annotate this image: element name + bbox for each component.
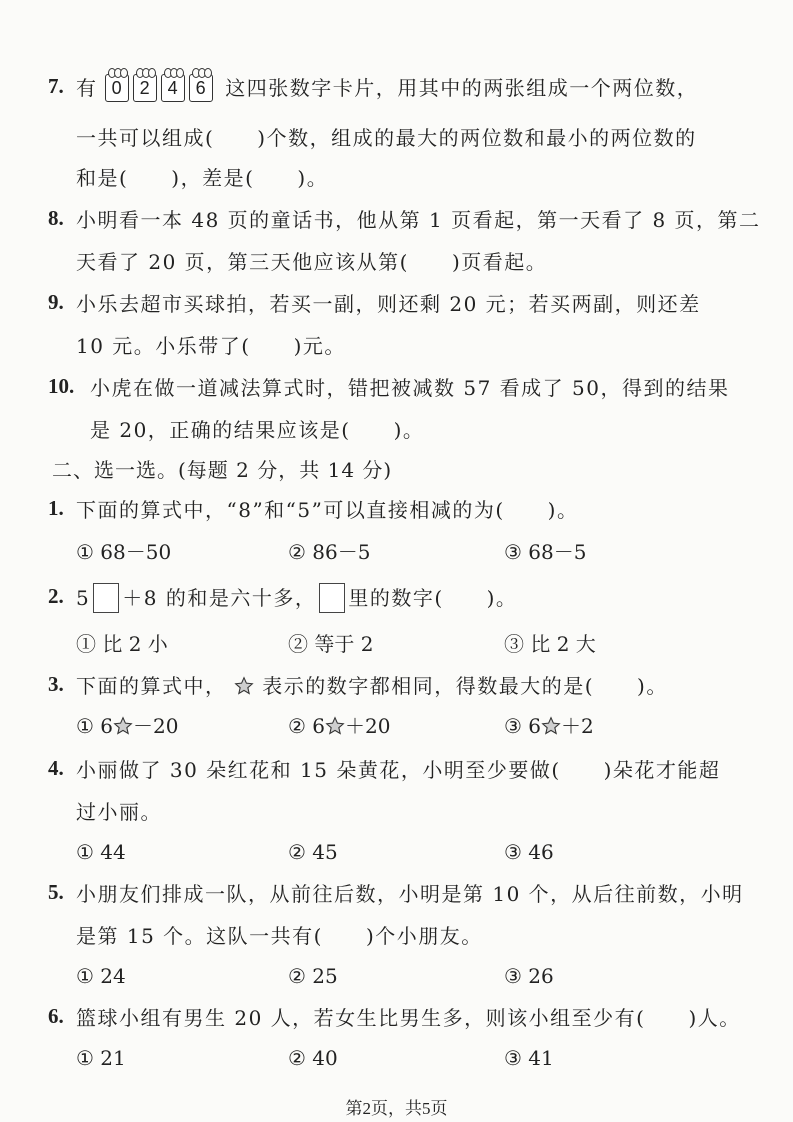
option-1[interactable]	[76, 712, 178, 740]
option-3[interactable]: ③ 比 2 大	[504, 632, 596, 656]
question-text: 5	[76, 586, 91, 610]
question-number: 3.	[48, 672, 64, 696]
question-number: 9.	[48, 290, 64, 314]
question-text: ＋8 的和是六十多，	[122, 586, 317, 610]
option-text: ① 6	[76, 714, 114, 738]
question-text: 有	[76, 76, 98, 100]
question-stem: 篮球小组有男生 20 人，若女生比男生多，则该小组至少有( )人。	[76, 1006, 741, 1030]
question-9-line-1: 小乐去超市买球拍，若买一副，则还剩 20 元；若买两副，则还差	[76, 292, 701, 316]
option-3[interactable]: ③ 46	[504, 840, 554, 864]
digit-card-0	[105, 74, 129, 102]
star-icon	[234, 676, 254, 696]
option-text: ③ 6	[504, 714, 542, 738]
option-1[interactable]: ① 24	[76, 964, 126, 988]
question-10-line-2: 是 20，正确的结果应该是( )。	[90, 418, 425, 442]
option-1[interactable]: ① 44	[76, 840, 126, 864]
star-icon	[541, 716, 561, 736]
question-7-line-1	[76, 74, 698, 104]
option-3[interactable]: ③ 68－5	[504, 540, 587, 564]
question-text: 表示的数字都相同，得数最大的是( )。	[262, 674, 668, 698]
question-8-line-2: 天看了 20 页，第三天他应该从第( )页看起。	[76, 250, 548, 274]
option-text: ② 6	[288, 714, 326, 738]
question-text: 下面的算式中，	[76, 674, 227, 698]
option-1[interactable]: ① 68－50	[76, 540, 172, 564]
question-10-line-1: 小虎在做一道减法算式时，错把被减数 57 看成了 50，得到的结果	[90, 376, 730, 400]
star-icon	[325, 716, 345, 736]
option-1[interactable]: ① 比 2 小	[76, 632, 168, 656]
option-3[interactable]: ③ 41	[504, 1046, 554, 1070]
question-stem-line-1: 小丽做了 30 朵红花和 15 朵黄花，小明至少要做( )朵花才能超	[76, 758, 721, 782]
question-number: 5.	[48, 880, 64, 904]
question-8-line-1: 小明看一本 48 页的童话书，他从第 1 页看起，第一天看了 8 页，第二	[76, 208, 761, 232]
question-number: 8.	[48, 206, 64, 230]
question-number: 7.	[48, 74, 64, 98]
option-2[interactable]	[288, 712, 390, 740]
option-text: ＋2	[561, 714, 594, 738]
question-stem-line-1: 小朋友们排成一队，从前往后数，小明是第 10 个，从后往前数，小明	[76, 882, 744, 906]
question-stem	[76, 672, 668, 700]
question-9-line-2: 10 元。小乐带了( )元。	[76, 334, 346, 358]
question-text: 这四张数字卡片，用其中的两张组成一个两位数，	[225, 76, 699, 100]
option-2[interactable]: ② 86－5	[288, 540, 371, 564]
card-digit: 6	[195, 77, 208, 98]
option-2[interactable]: ② 40	[288, 1046, 338, 1070]
question-stem	[76, 584, 517, 615]
star-icon	[113, 716, 133, 736]
question-number: 4.	[48, 756, 64, 780]
option-1[interactable]: ① 21	[76, 1046, 126, 1070]
digit-card-6	[189, 74, 213, 102]
section-2-heading: 二、选一选。(每题 2 分，共 14 分)	[52, 458, 393, 482]
question-stem-line-2: 过小丽。	[76, 800, 162, 824]
question-7-line-3: 和是( )，差是( )。	[76, 166, 329, 190]
question-number: 6.	[48, 1004, 64, 1028]
option-text: ＋20	[345, 714, 391, 738]
page-footer: 第2页，共5页	[345, 1099, 448, 1118]
question-stem-line-2: 是第 15 个。这队一共有( )个小朋友。	[76, 924, 483, 948]
digit-card-2	[133, 74, 157, 102]
option-3[interactable]: ③ 26	[504, 964, 554, 988]
option-text: －20	[133, 714, 179, 738]
question-7-line-2: 一共可以组成( )个数，组成的最大的两位数和最小的两位数的	[76, 126, 697, 150]
option-3[interactable]	[504, 712, 594, 740]
question-stem: 下面的算式中，“8”和“5”可以直接相减的为( )。	[76, 498, 579, 522]
option-2[interactable]: ② 等于 2	[288, 632, 374, 656]
question-text: 里的数字( )。	[348, 586, 518, 610]
card-digit: 4	[167, 77, 180, 98]
answer-box	[93, 583, 119, 613]
question-number: 10.	[48, 374, 75, 398]
card-digit: 0	[111, 77, 124, 98]
answer-box	[319, 583, 345, 613]
digit-card-4	[161, 74, 185, 102]
option-2[interactable]: ② 25	[288, 964, 338, 988]
card-digit: 2	[139, 77, 152, 98]
question-number: 1.	[48, 496, 64, 520]
option-2[interactable]: ② 45	[288, 840, 338, 864]
question-number: 2.	[48, 584, 64, 608]
